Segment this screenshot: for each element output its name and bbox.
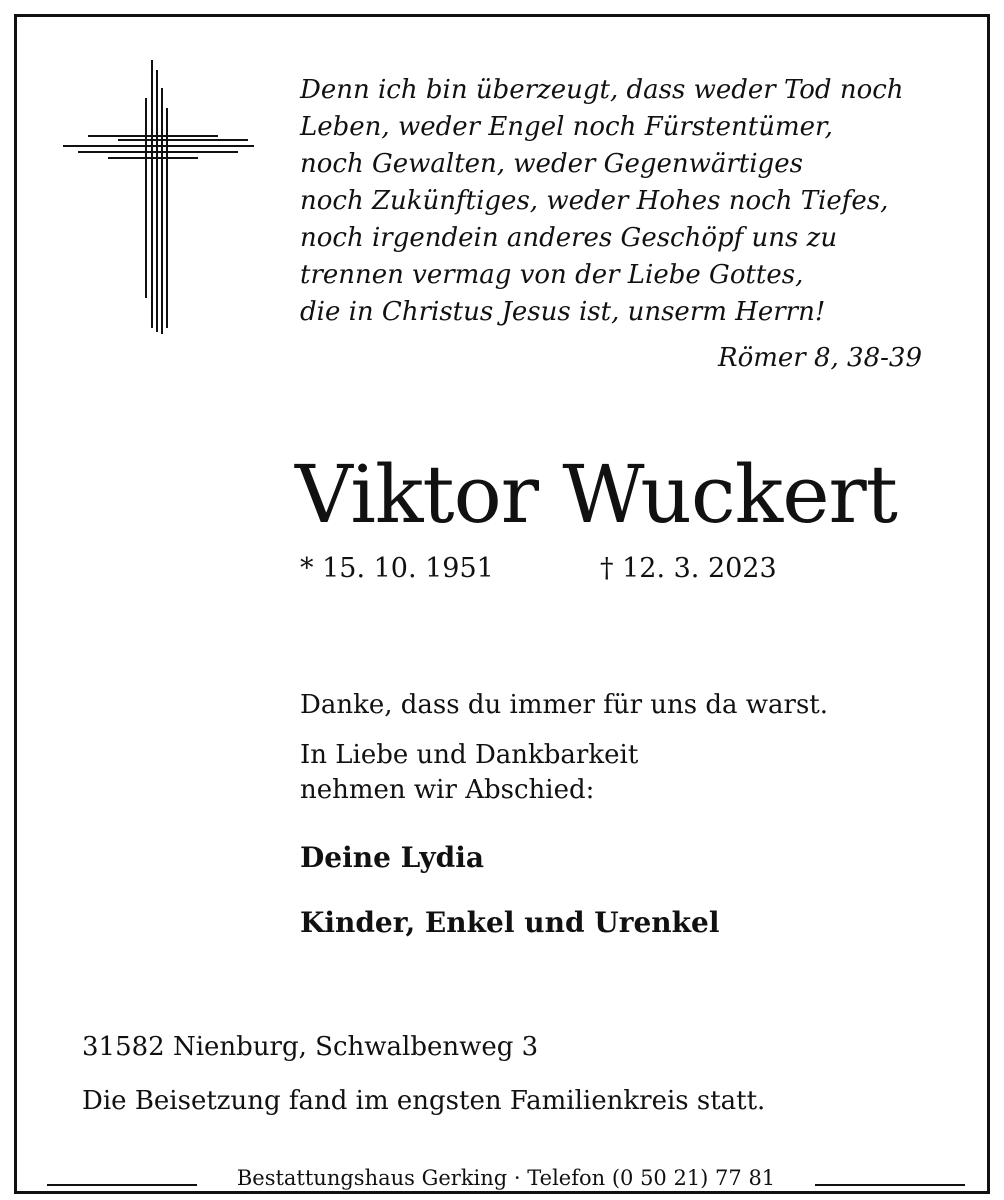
footer-rule (47, 1184, 197, 1186)
address: 31582 Nienburg, Schwalbenweg 3 (82, 1032, 539, 1062)
farewell-line: In Liebe und Dankbarkeit (300, 740, 639, 770)
verse-line: noch irgendein anderes Geschöpf uns zu (300, 223, 838, 253)
mourner-name: Kinder, Enkel und Urenkel (300, 906, 720, 939)
bible-verse (300, 72, 940, 331)
funeral-home-contact: Bestattungshaus Gerking · Telefon (0 50 21) 77 81 (197, 1166, 815, 1190)
farewell-text (300, 738, 638, 808)
footer (17, 1156, 987, 1196)
verse-line: Leben, weder Engel noch Fürstentümer, (300, 112, 833, 142)
mourner-name: Deine Lydia (300, 841, 484, 874)
deceased-name: Viktor Wuckert (295, 448, 897, 541)
birth-date: * 15. 10. 1951 (300, 553, 494, 584)
cross-icon (58, 58, 258, 338)
verse-reference: Römer 8, 38-39 (718, 343, 922, 373)
burial-note: Die Beisetzung fand im engsten Familienkreis statt. (82, 1086, 766, 1116)
verse-line: noch Gewalten, weder Gegenwärtiges (300, 149, 803, 179)
verse-line: trennen vermag von der Liebe Gottes, (300, 260, 804, 290)
farewell-line: nehmen wir Abschied: (300, 775, 595, 805)
verse-line: die in Christus Jesus ist, unserm Herrn! (300, 297, 826, 327)
verse-line: Denn ich bin überzeugt, dass weder Tod noch (300, 75, 904, 105)
life-dates (300, 553, 777, 584)
verse-line: noch Zukünftiges, weder Hohes noch Tiefes, (300, 186, 889, 216)
thanks-text: Danke, dass du immer für uns da warst. (300, 690, 829, 720)
footer-rule (815, 1184, 965, 1186)
death-date: † 12. 3. 2023 (600, 553, 777, 584)
